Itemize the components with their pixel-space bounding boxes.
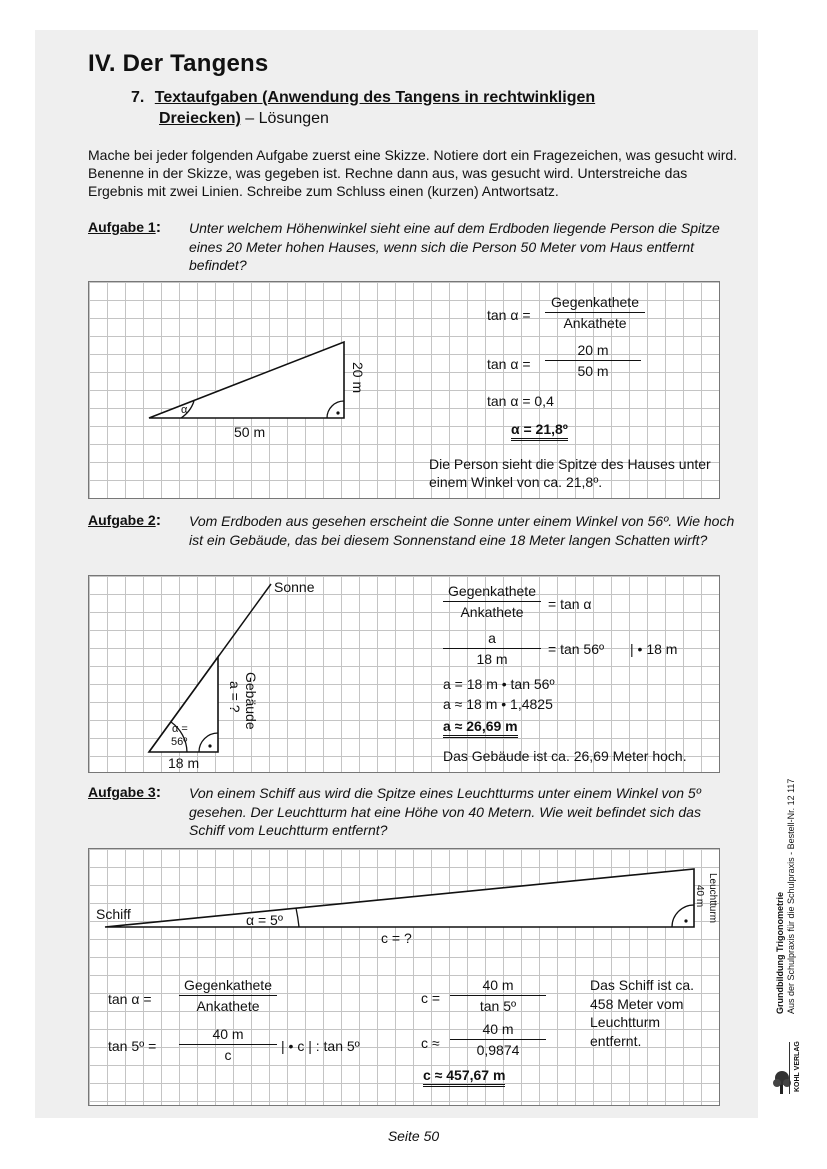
task3-left-eq2-fraction (179, 1026, 277, 1063)
task2-building-label: Gebäude (243, 672, 259, 730)
task2-eq1-den: Ankathete (460, 604, 524, 620)
task1-colon: : (155, 219, 162, 236)
task3-result (423, 1067, 505, 1083)
task1-eq2-num: 20 m (545, 342, 641, 361)
task3-mid-eq2-num: 40 m (450, 1021, 546, 1040)
section-suffix: – Lösungen (240, 110, 329, 127)
publisher-order-number: Aus der Schulpraxis für die Schulpraxis - Bestell-Nr. 12 117 (786, 778, 796, 1014)
task3-mid-eq1-left: c = (421, 990, 441, 1006)
task2-result (443, 718, 518, 734)
instructions: Mache bei jeder folgenden Aufgabe zuerst eine Skizze. Notiere dort ein Fragezeichen, was gesucht wird. Benenne in der Skizze, was gegeben ist. Rechne dann aus, was gesucht wird. Unterstreiche das Ergebnis mit zwei Linien. Schreibe zum Schluss einen (kurzen) Antwortsatz. (88, 147, 738, 199)
task1-label-wrap (88, 219, 161, 237)
task1-eq2-den: 50 m (577, 363, 609, 379)
task2-eq2-den: 18 m (476, 651, 508, 667)
task1-result-text: α = 21,8º (511, 421, 568, 441)
task1-base-label: 50 m (234, 424, 266, 440)
task3-tower-label: Leuchtturm (707, 873, 718, 924)
task3-label: Aufgabe 3 (88, 784, 156, 800)
task1-eq1-den: Ankathete (563, 315, 627, 331)
task2-eq1-fraction (443, 583, 541, 620)
task3-left-eq1-left: tan α = (108, 991, 152, 1007)
publisher-logo-text: KOHL VERLAG (794, 1041, 801, 1092)
task3-mid-eq1-fraction (450, 977, 546, 1014)
task2-base-label: 18 m (168, 755, 200, 771)
task3-mid-eq1-num: 40 m (450, 977, 546, 996)
publisher-logo (772, 1038, 812, 1098)
task1-eq1-num: Gegenkathete (545, 294, 645, 313)
task2-result-text: a ≈ 26,69 m (443, 718, 518, 738)
publisher-info (775, 779, 797, 1014)
task3-mid-eq2-den: 0,9874 (476, 1042, 520, 1058)
publisher-book-title: Grundbildung Trigonometrie (775, 892, 785, 1014)
task1-alpha-label: α (181, 404, 188, 416)
task3-left-eq1-fraction (179, 977, 277, 1014)
task2-answer: Das Gebäude ist ca. 26,69 Meter hoch. (443, 748, 687, 764)
task3-mid-eq2-left: c ≈ (421, 1035, 440, 1051)
task3-left-eq2-num: 40 m (179, 1026, 277, 1045)
task3-left-eq1-num: Gegenkathete (179, 977, 277, 996)
task2-sun-label: Sonne (274, 579, 315, 595)
task1-eq2-fraction (545, 342, 641, 379)
task3-left-eq2-operation: | • c | : tan 5º (281, 1038, 360, 1054)
task2-unknown-label: a = ? (227, 681, 243, 713)
task2-eq2-num: a (443, 630, 541, 649)
task1-eq2-left: tan α = (487, 356, 531, 372)
task3-text: Von einem Schiff aus wird die Spitze eines Leuchtturms unter einem Winkel von 5º gesehen. Der Leuchtturm hat eine Höhe von 40 Metern. Wie weit befindet sich das Schiff vom Leuchtturm entfernt? (189, 785, 701, 838)
task2-eq1-num: Gegenkathete (443, 583, 541, 602)
task3-result-text: c ≈ 457,67 m (423, 1067, 505, 1087)
task3-label-wrap (88, 784, 161, 802)
task1-solution-box (88, 281, 720, 499)
section-title-line2: Dreiecken) (159, 110, 241, 127)
task1-eq1-left: tan α = (487, 307, 531, 323)
task1-label: Aufgabe 1 (88, 219, 156, 235)
task2-colon: : (155, 512, 162, 529)
task3-left-eq2-left: tan 5º = (108, 1038, 157, 1054)
task3-ship-label: Schiff (96, 906, 131, 922)
section-title-line1: Textaufgaben (Anwendung des Tangens in rechtwinkligen (154, 89, 596, 106)
task2-eq4: a ≈ 18 m • 1,4825 (443, 696, 553, 712)
task2-alpha-value: 56º (171, 736, 188, 748)
task1-text: Unter welchem Höhenwinkel sieht eine auf dem Erdboden liegende Person die Spitze eines 20 Meter hohen Hauses, wenn sich die Person 50 Meter vom Haus entfernt befindet? (189, 220, 720, 273)
task2-eq2-operation: | • 18 m (630, 641, 678, 657)
task1-answer: Die Person sieht die Spitze des Hauses unter einem Winkel von ca. 21,8º. (429, 456, 711, 490)
chapter-title: IV. Der Tangens (88, 50, 269, 77)
task1-eq3: tan α = 0,4 (487, 393, 554, 409)
publisher-sidebar (772, 742, 812, 1102)
task3-answer: Das Schiff ist ca. 458 Meter vom Leuchtturm entfernt. (590, 977, 695, 1049)
task1-eq1-fraction (545, 294, 645, 331)
task2-eq3: a = 18 m • tan 56º (443, 676, 555, 692)
tree-logo-icon (772, 1038, 812, 1098)
task3-colon: : (155, 784, 162, 801)
task3-height-label: 40 m (694, 885, 705, 908)
task3-mid-eq1-den: tan 5º (479, 998, 517, 1014)
page-number: Seite 50 (387, 1128, 440, 1144)
task2-label-wrap (88, 512, 161, 530)
task3-mid-eq2-fraction (450, 1021, 546, 1058)
task3-left-eq2-den: c (224, 1047, 232, 1063)
task2-eq1-right: = tan α (548, 596, 592, 612)
task2-solution-box (88, 575, 720, 773)
section-number: 7. (131, 89, 145, 106)
task2-label: Aufgabe 2 (88, 512, 156, 528)
task1-result (511, 421, 568, 437)
task3-solution-box (88, 848, 720, 1106)
task2-eq2-right: = tan 56º (548, 641, 605, 657)
task2-text: Vom Erdboden aus gesehen erscheint die Sonne unter einem Winkel von 56º. Wie hoch ist ein Gebäude, das bei diesem Sonnenstand eine 18 Meter langen Schatten wirft? (189, 513, 735, 548)
section-heading (131, 87, 595, 129)
task1-height-label: 20 m (350, 362, 366, 394)
task2-eq2-fraction (443, 630, 541, 667)
task3-alpha-label: α = 5º (246, 912, 283, 928)
task3-left-eq1-den: Ankathete (196, 998, 260, 1014)
task3-unknown-label: c = ? (381, 930, 412, 946)
task2-alpha-label: α = (172, 723, 188, 735)
